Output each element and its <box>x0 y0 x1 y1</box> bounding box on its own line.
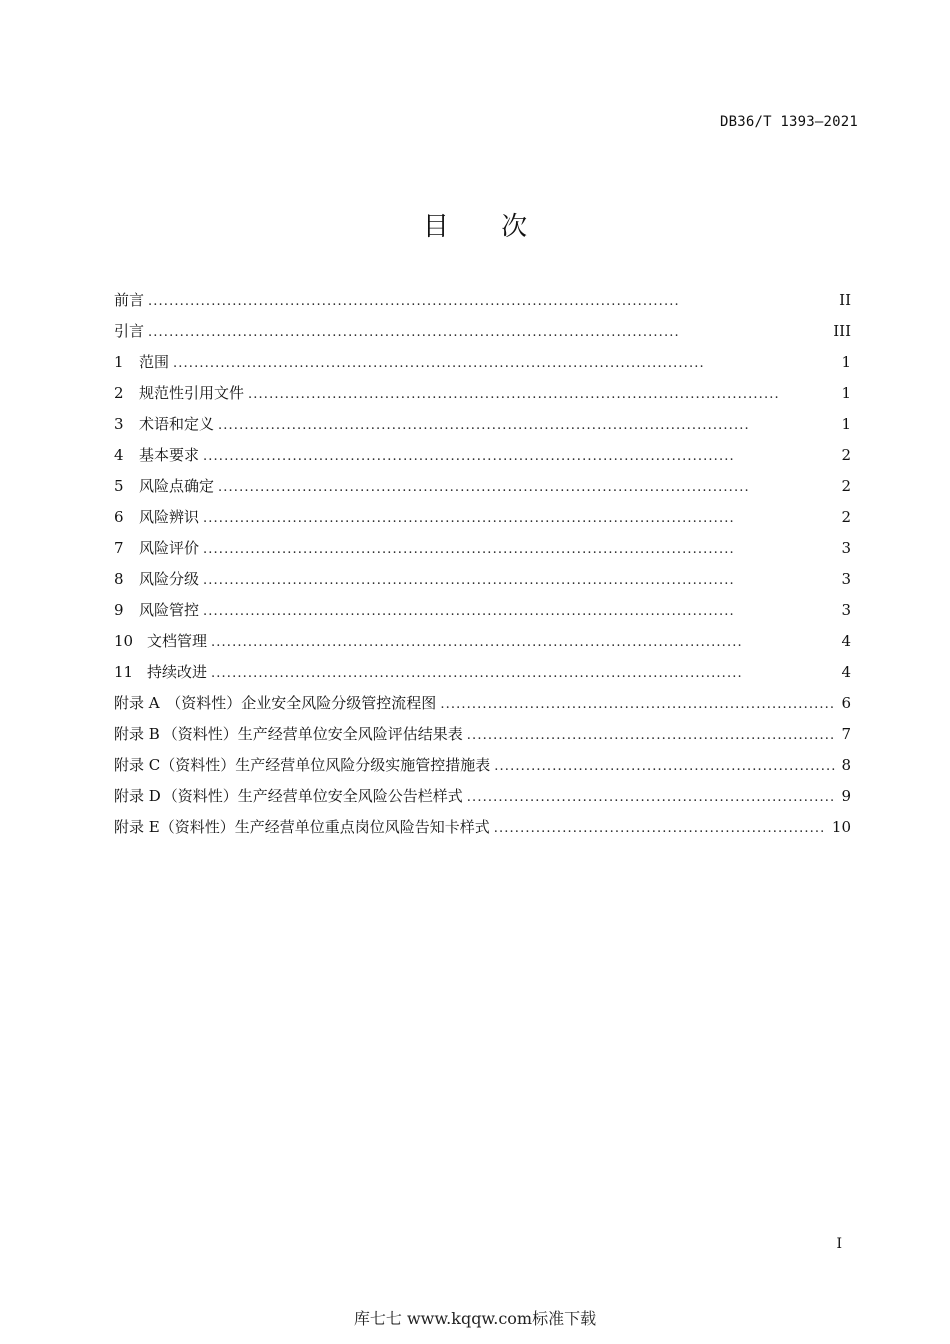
toc-leader-dots <box>203 596 835 626</box>
toc-entry-page: 4 <box>841 663 851 681</box>
toc-entry-page: III <box>833 322 851 340</box>
toc-entry-label: 生产经营单位安全风险公告栏样式 <box>237 787 463 805</box>
toc-leader-dots <box>494 751 835 781</box>
toc-entry-number: 5 <box>114 477 124 495</box>
toc-entry-category: （资料性） <box>166 694 242 712</box>
toc-title: 目 次 <box>422 212 550 242</box>
toc-entry-label: 风险辨识 <box>139 508 200 526</box>
toc-entry[interactable] <box>114 688 851 719</box>
toc-entry-page: 1 <box>841 384 851 402</box>
toc-entry-category: （资料性） <box>160 756 236 774</box>
toc-entry-page: 1 <box>841 415 851 433</box>
toc-entry-label: 风险分级 <box>139 570 200 588</box>
toc-entry-category: （资料性） <box>162 725 238 743</box>
toc-entry-label: 引言 <box>114 322 145 340</box>
toc-leader-dots <box>203 441 835 471</box>
toc-leader-dots <box>203 565 835 595</box>
toc-entry-page: 3 <box>841 601 851 619</box>
toc-leader-dots <box>218 410 835 440</box>
toc-entry[interactable] <box>114 595 851 626</box>
toc-entry-number: 11 <box>114 663 134 681</box>
toc-entry-number: 附录 E <box>114 818 160 836</box>
toc-entry[interactable] <box>114 812 851 843</box>
toc-entry-page: II <box>839 291 851 309</box>
toc-entry[interactable] <box>114 316 851 347</box>
toc-leader-dots <box>440 689 835 719</box>
toc-entry-label: 术语和定义 <box>139 415 215 433</box>
toc-entry-label: 持续改进 <box>147 663 208 681</box>
toc-entry-number: 6 <box>114 508 124 526</box>
toc-entry-page: 1 <box>841 353 851 371</box>
toc-entry[interactable] <box>114 471 851 502</box>
toc-leader-dots <box>248 379 835 409</box>
toc-entry-number: 4 <box>114 446 124 464</box>
toc-entry-label: 范围 <box>139 353 170 371</box>
table-of-contents <box>114 285 851 843</box>
toc-entry-page: 2 <box>841 508 851 526</box>
toc-entry-number: 7 <box>114 539 124 557</box>
toc-entry-number: 附录 C <box>114 756 161 774</box>
toc-entry[interactable] <box>114 533 851 564</box>
toc-entry[interactable] <box>114 719 851 750</box>
toc-entry-page: 2 <box>841 477 851 495</box>
toc-entry-label: 规范性引用文件 <box>139 384 245 402</box>
toc-entry-label: 生产经营单位安全风险评估结果表 <box>237 725 463 743</box>
toc-entry[interactable] <box>114 409 851 440</box>
toc-entry-label: 文档管理 <box>147 632 208 650</box>
toc-leader-dots <box>203 534 835 564</box>
toc-entry-label: 生产经营单位重点岗位风险告知卡样式 <box>234 818 490 836</box>
toc-entry[interactable] <box>114 502 851 533</box>
toc-entry-number: 附录 A <box>114 694 160 712</box>
toc-entry-number: 2 <box>114 384 124 402</box>
toc-entry[interactable] <box>114 750 851 781</box>
toc-leader-dots <box>467 782 836 812</box>
toc-leader-dots <box>218 472 835 502</box>
toc-entry-page: 2 <box>841 446 851 464</box>
toc-entry-page: 3 <box>841 539 851 557</box>
toc-entry-label: 风险点确定 <box>139 477 215 495</box>
toc-entry-label: 风险评价 <box>139 539 200 557</box>
toc-entry-number: 附录 D <box>114 787 161 805</box>
toc-entry-page: 3 <box>841 570 851 588</box>
toc-entry-number: 3 <box>114 415 124 433</box>
toc-leader-dots <box>203 503 835 533</box>
toc-entry-label: 风险管控 <box>139 601 200 619</box>
toc-entry-page: 7 <box>841 725 851 743</box>
toc-entry-category: （资料性） <box>162 787 238 805</box>
document-id: DB36/T 1393—2021 <box>719 114 858 130</box>
toc-entry-category: （资料性） <box>159 818 235 836</box>
toc-entry[interactable] <box>114 440 851 471</box>
toc-leader-dots <box>211 627 835 657</box>
toc-entry-label: 前言 <box>114 291 145 309</box>
footer-watermark: 库七七 www.kqqw.com标准下载 <box>353 1309 597 1328</box>
toc-entry[interactable] <box>114 285 851 316</box>
toc-entry[interactable] <box>114 378 851 409</box>
toc-entry[interactable] <box>114 657 851 688</box>
toc-leader-dots <box>148 317 827 347</box>
toc-entry[interactable] <box>114 626 851 657</box>
toc-leader-dots <box>173 348 835 378</box>
toc-entry[interactable] <box>114 347 851 378</box>
toc-entry-number: 附录 B <box>114 725 160 743</box>
toc-entry-number: 8 <box>114 570 124 588</box>
toc-entry-number: 9 <box>114 601 124 619</box>
toc-entry-page: 4 <box>841 632 851 650</box>
toc-leader-dots <box>148 286 833 316</box>
toc-entry-page: 9 <box>841 787 851 805</box>
toc-entry-number: 1 <box>114 353 124 371</box>
toc-entry-page: 8 <box>841 756 851 774</box>
toc-leader-dots <box>494 813 826 843</box>
toc-entry[interactable] <box>114 781 851 812</box>
toc-leader-dots <box>467 720 836 750</box>
page-number: I <box>836 1236 842 1252</box>
toc-entry-page: 6 <box>841 694 851 712</box>
toc-entry-number: 10 <box>114 632 134 650</box>
toc-entry-label: 基本要求 <box>139 446 200 464</box>
toc-entry-label: 生产经营单位风险分级实施管控措施表 <box>235 756 491 774</box>
toc-entry-label: 企业安全风险分级管控流程图 <box>241 694 437 712</box>
toc-leader-dots <box>211 658 835 688</box>
toc-entry-page: 10 <box>831 818 851 836</box>
toc-entry[interactable] <box>114 564 851 595</box>
